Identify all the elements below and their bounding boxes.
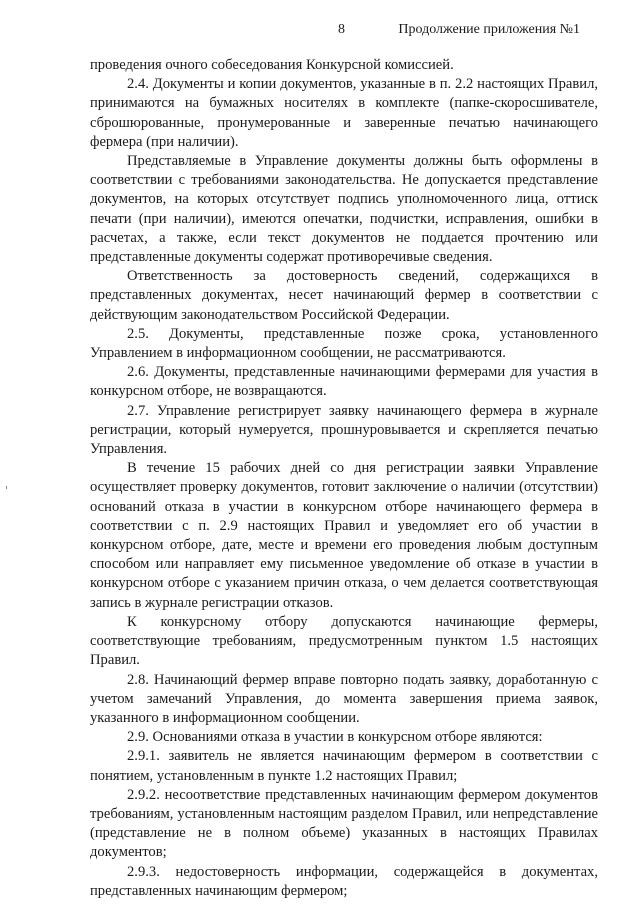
paragraph-2-6: 2.6. Документы, представленные начинающими фермерами для участия в конкурсном отборе, не возвращаются. xyxy=(90,364,598,400)
paragraph-review-period: В течение 15 рабочих дней со дня регистрации заявки Управление осуществляет проверку документов, готовит заключение о наличии (отсутствии) оснований отказа в участии в конкурсном отборе начинающего фермера в соответствии с п. 2.9 настоящих Правил и уведомляет его об участии в конкурсном отборе, дате, месте и времени его проведения любым доступным способом или направляет ему письменное уведомление об отказе в участии в конкурсном отборе с указанием причин отказа, о чем делается соответствующая запись в журнале регистрации отказов. xyxy=(90,460,598,611)
margin-mark xyxy=(6,486,7,489)
paragraph-2-8: 2.8. Начинающий фермер вправе повторно подать заявку, доработанную с учетом замечаний Управления, до момента завершения приема заявок, указанного в информационном сообщении. xyxy=(90,671,598,726)
paragraph-responsibility: Ответственность за достоверность сведений, содержащихся в представленных документах, несет начинающий фермер в соответствии с действующим законодательством Российской Федерации. xyxy=(90,268,598,323)
paragraph-2-4: 2.4. Документы и копии документов, указанные в п. 2.2 настоящих Правил, принимаются на бумажных носителях в комплекте (папке-скоросшивателе, сброшюрованные, пронумерованные и заверенные печатью начинающего фермера (при наличии). xyxy=(90,76,598,150)
paragraph-admission: К конкурсному отбору допускаются начинающие фермеры, соответствующие требованиям, предусмотренным пунктом 1.5 настоящих Правил. xyxy=(90,613,598,669)
paragraph-2-9-3: 2.9.3. недостоверность информации, содержащейся в документах, представленных начинающим фермером; xyxy=(90,863,598,899)
paragraph-2-7: 2.7. Управление регистрирует заявку начинающего фермера в журнале регистрации, который нумеруется, прошнуровывается и скрепляется печатью Управления. xyxy=(90,402,598,458)
appendix-continuation-note: Продолжение приложения №1 xyxy=(398,22,580,37)
paragraph-2-5: 2.5. Документы, представленные позже срока, установленного Управлением в информационном сообщении, не рассматриваются. xyxy=(90,325,598,362)
paragraph-document-requirements: Представляемые в Управление документы должны быть оформлены в соответствии с требованиями законодательства. Не допускается представление документов, на которых отсутствует подпись уполномоченного лица, оттиск печати (при наличии), имеются опечатки, подчистки, исправления, ошибки в расчетах, а также, если текст документов не поддается прочтению или представленные документы содержат противоречивые сведения. xyxy=(90,153,598,266)
paragraph-continuation: проведения очного собеседования Конкурсной комиссией. xyxy=(90,57,454,73)
paragraph-2-9-2: 2.9.2. несоответствие представленных начинающим фермером документов требованиям, установленным настоящим разделом Правил, или непредставление (представление не в полном объеме) указанных в настоящих Правилах документов; xyxy=(90,786,598,861)
paragraph-2-9: 2.9. Основаниями отказа в участии в конкурсном отборе являются: xyxy=(127,729,543,746)
page-header xyxy=(0,22,640,42)
document-body xyxy=(90,56,598,901)
paragraph-2-9-1: 2.9.1. заявитель не является начинающим фермером в соответствии с понятием, установленным в пункте 1.2 настоящих Правил; xyxy=(90,748,598,784)
page-number: 8 xyxy=(338,22,345,37)
